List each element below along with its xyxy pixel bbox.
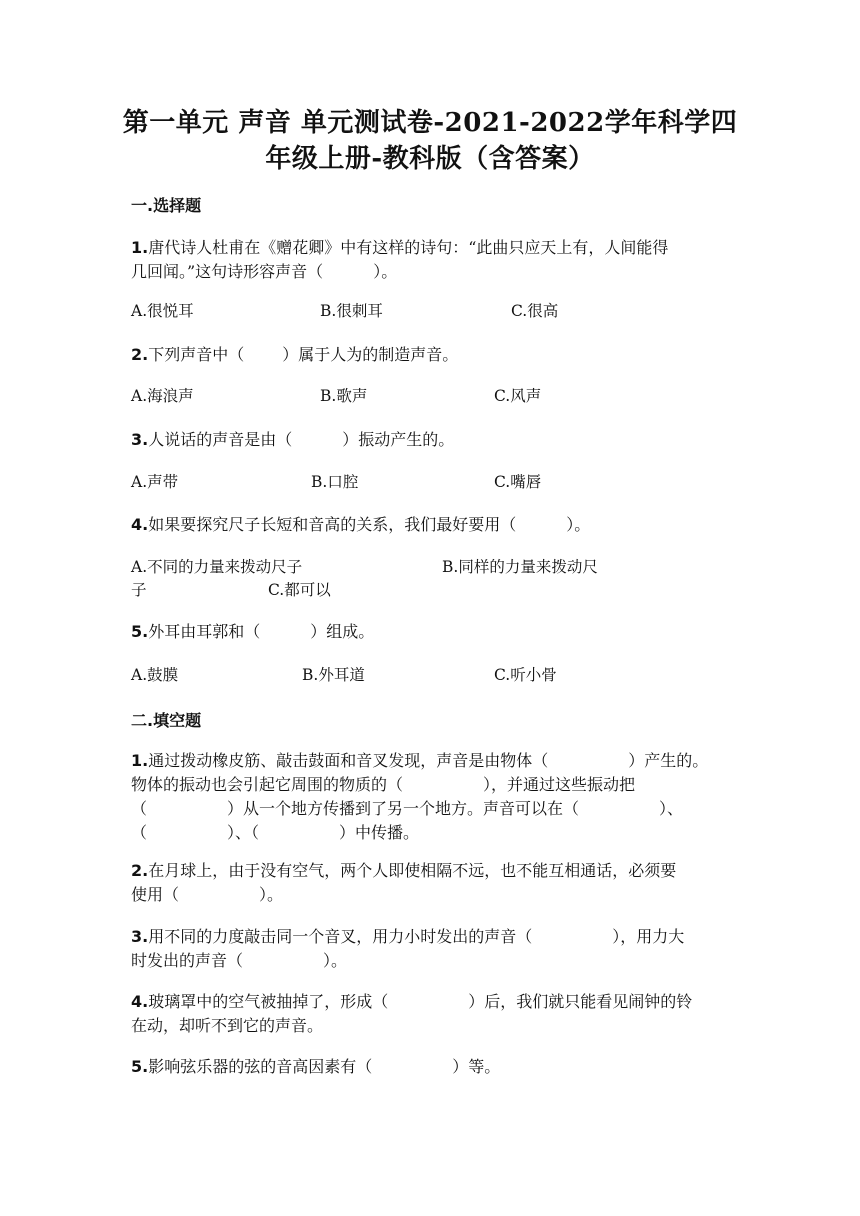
choice-4-option-b: B.同样的力量来拨动尺 [442,558,598,576]
section-heading-choice: 一.选择题 [131,196,202,215]
question-text: 唐代诗人杜甫在《赠花卿》中有这样的诗句：“此曲只应天上有，人间能得 [148,238,669,257]
choice-2-option-b: B.歌声 [320,387,368,405]
question-number: 3. [131,430,149,449]
choice-4-option-c: C.都可以 [268,581,331,599]
question-text: 用不同的力度敲击同一个音叉，用力小时发出的声音（ [148,927,533,946]
question-text: ），用力大 [612,927,685,946]
question-text: 外耳由耳郭和（ [148,622,261,641]
question-number: 5. [131,622,149,641]
question-text: ）等。 [452,1057,501,1076]
question-number: 4. [131,515,149,534]
question-text: ）。 [323,951,348,970]
choice-4-option-a: A.不同的力量来拨动尺子 [131,558,303,576]
document-title-line-1: 第一单元 声音 单元测试卷-2021-2022学年科学四 [122,108,738,138]
choice-1-option-b: B.很刺耳 [320,302,383,320]
question-text: ）、 [659,799,684,818]
question-text: ），并通过这些振动把 [483,775,636,794]
choice-2-option-a: A.海浪声 [131,387,194,405]
question-text: ）属于人为的制造声音。 [282,345,459,364]
question-text: 通过拨动橡皮筋、敲击鼓面和音叉发现，声音是由物体（ [148,751,549,770]
question-number: 2. [131,345,149,364]
choice-3-option-c: C.嘴唇 [494,473,542,491]
question-number: 4. [131,992,149,1011]
question-text: ）中传播。 [339,823,420,842]
question-text: ）。 [373,262,398,281]
fill-question-4 [131,990,736,1038]
question-text: ）振动产生的。 [342,430,455,449]
choice-3-option-b: B.口腔 [311,473,359,491]
choice-question-1 [131,236,736,284]
fill-question-3 [131,925,736,973]
question-text: 在动，却听不到它的声音。 [131,1016,324,1035]
question-text: ）产生的。 [628,751,709,770]
question-text: （ [131,823,148,842]
question-text: 如果要探究尺子长短和音高的关系，我们最好要用（ [148,515,517,534]
choice-1-option-a: A.很悦耳 [131,302,194,320]
question-text: ）。 [259,885,284,904]
question-text: ）从一个地方传播到了另一个地方。声音可以在（ [227,799,580,818]
choice-question-3 [131,428,736,452]
question-text: 几回闻。”这句诗形容声音（ [131,262,324,281]
choice-4-option-b-wrap: 子 [131,581,147,599]
question-text: ）组成。 [310,622,375,641]
question-text: ）、（ [227,823,260,842]
section-heading-fill: 二.填空题 [131,711,202,730]
question-text: 影响弦乐器的弦的音高因素有（ [148,1057,373,1076]
choice-question-5 [131,620,736,644]
choice-question-4 [131,513,736,537]
question-text: 物体的振动也会引起它周围的物质的（ [131,775,404,794]
question-text: （ [131,799,148,818]
question-number: 1. [131,238,149,257]
fill-question-2 [131,859,736,907]
choice-1-option-c: C.很高 [511,302,559,320]
choice-5-option-c: C.听小骨 [494,666,557,684]
question-text: ）后，我们就只能看见闹钟的铃 [468,992,693,1011]
choice-2-option-c: C.风声 [494,387,542,405]
question-number: 5. [131,1057,149,1076]
question-text: ）。 [566,515,591,534]
choice-3-option-a: A.声带 [131,473,179,491]
fill-question-5 [131,1055,736,1079]
question-text: 在月球上，由于没有空气，两个人即使相隔不远，也不能互相通话，必须要 [148,861,677,880]
choice-5-option-a: A.鼓膜 [131,666,179,684]
fill-question-1 [131,749,751,845]
choice-question-2 [131,343,736,367]
question-text: 使用（ [131,885,180,904]
document-title-line-2: 年级上册-教科版（含答案） [265,144,595,174]
choice-5-option-b: B.外耳道 [302,666,365,684]
question-number: 2. [131,861,149,880]
question-number: 3. [131,927,149,946]
question-text: 玻璃罩中的空气被抽掉了，形成（ [148,992,389,1011]
question-text: 下列声音中（ [148,345,245,364]
question-text: 时发出的声音（ [131,951,244,970]
question-number: 1. [131,751,149,770]
question-text: 人说话的声音是由（ [148,430,293,449]
